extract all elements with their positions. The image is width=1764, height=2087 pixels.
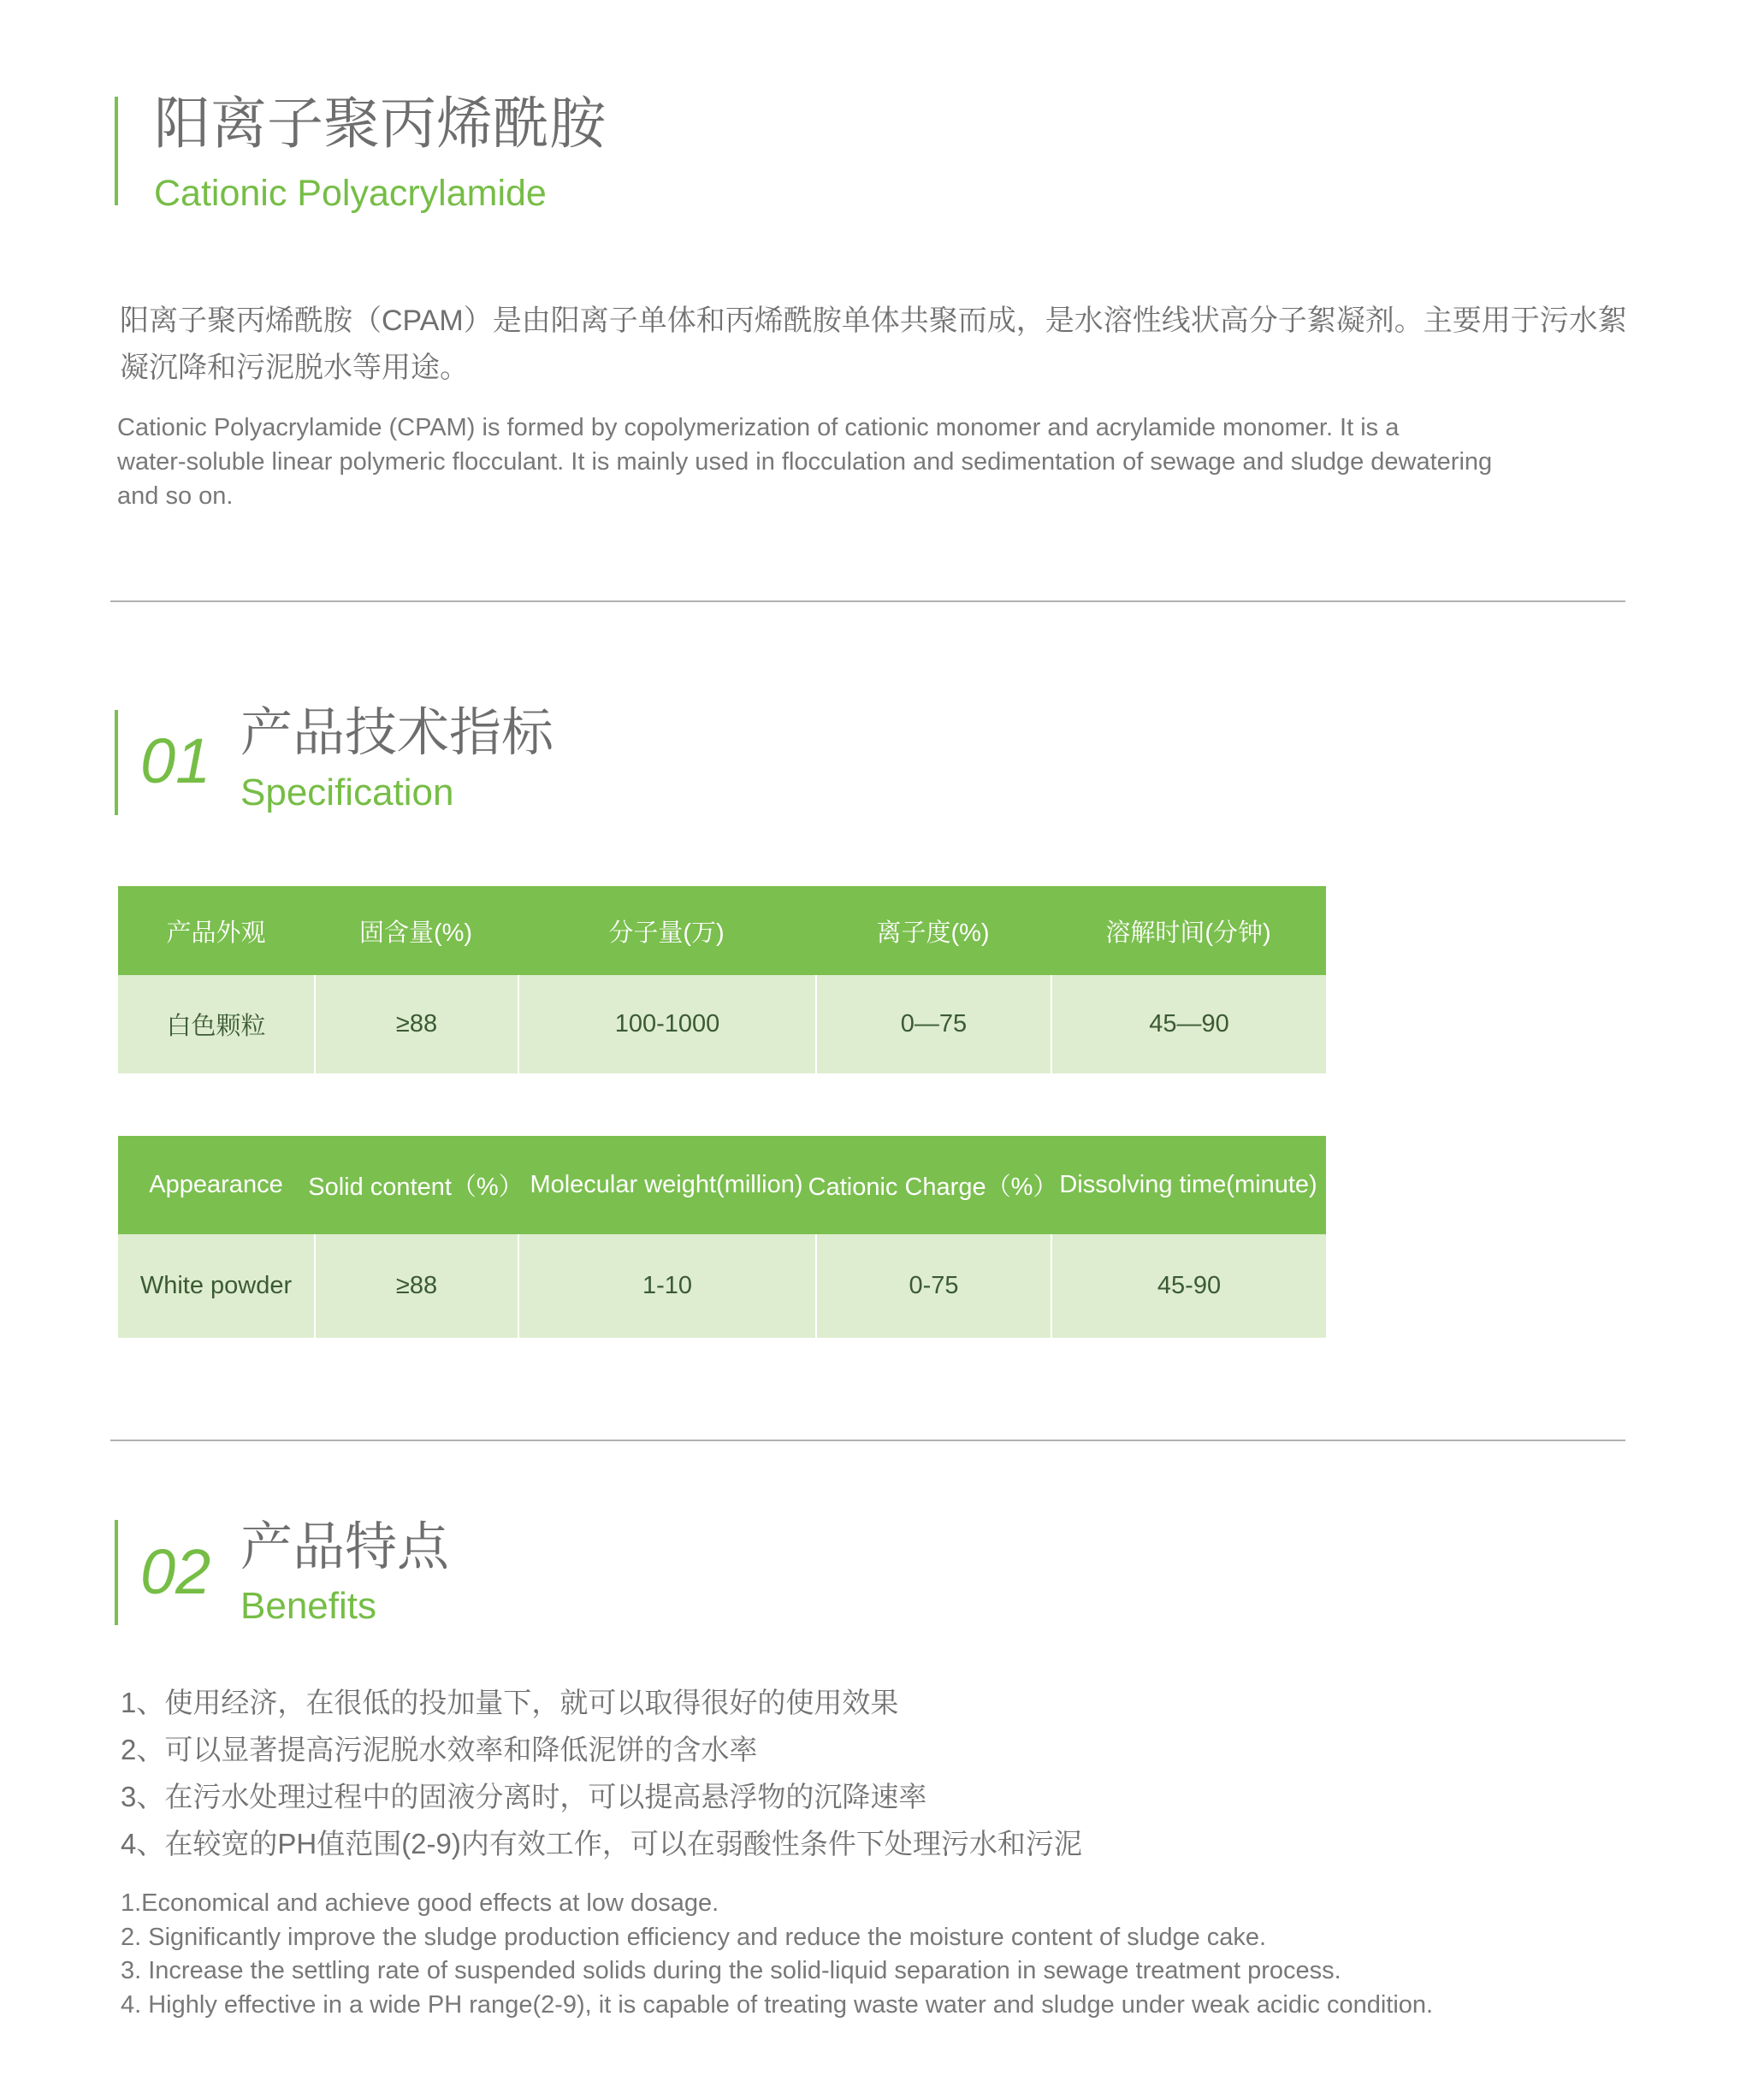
section-number: 02 (140, 1536, 211, 1607)
page-title-cn: 阳离子聚丙烯酰胺 (154, 92, 606, 155)
section-divider (110, 600, 1625, 602)
list-item: 4. Highly effective in a wide PH range(2-9), it is capable of treating waste water and sludge under weak acidic condition. (121, 1990, 1434, 2019)
list-item: 1.Economical and achieve good effects at low dosage. (121, 1889, 719, 1917)
page-title-en: Cationic Polyacrylamide (154, 173, 547, 214)
list-item: 2、可以显著提高污泥脱水效率和降低泥饼的含水率 (121, 1734, 758, 1765)
table-cell: 45-90 (1051, 1234, 1326, 1338)
section-accent-bar (115, 1520, 118, 1625)
column-header-appearance: 产品外观 (166, 919, 266, 947)
section-number: 01 (140, 725, 211, 796)
table-cell: 1-10 (518, 1234, 815, 1338)
intro-en-line: Cationic Polyacrylamide (CPAM) is formed by copolymerization of cationic monomer and acrylamide monomer. It is a (117, 414, 1400, 441)
spec-table-en (118, 1136, 1326, 1338)
benefits-list-en (121, 1887, 1433, 2022)
list-item: 2. Significantly improve the sludge production efficiency and reduce the moisture content of sludge cake. (121, 1923, 1267, 1951)
table-cell: 白色颗粒 (166, 1013, 266, 1040)
intro-en-line: and so on. (117, 482, 234, 510)
intro-cn-line: 凝沉降和污泥脱水等用途。 (120, 352, 469, 384)
intro-paragraph-en (117, 411, 1492, 513)
table-cell: 0—75 (815, 975, 1051, 1073)
table-cell: 0-75 (815, 1234, 1051, 1338)
section-title-cn: 产品特点 (240, 1517, 450, 1576)
table-row (118, 1234, 1326, 1338)
table-cell: White powder (139, 1272, 293, 1299)
intro-paragraph-cn (120, 298, 1627, 392)
column-header-cationic-charge: 离子度(%) (876, 919, 990, 947)
intro-en-line: water-soluble linear polymeric flocculant. It is mainly used in flocculation and sedimentation of sewage and sludge dewatering (117, 448, 1493, 476)
table-header-row (118, 1136, 1326, 1234)
list-item: 1、使用经济，在很低的投加量下，就可以取得很好的使用效果 (121, 1687, 899, 1718)
title-accent-bar (115, 97, 118, 205)
section-title-en: Benefits (240, 1585, 376, 1627)
table-cell: ≥88 (314, 1234, 518, 1338)
list-item: 3. Increase the settling rate of suspended solids during the solid-liquid separation in sewage treatment process. (121, 1957, 1341, 1984)
column-header-molecular-weight: 分子量(万) (608, 919, 725, 947)
column-header-cationic-charge: Cationic Charge（%） (808, 1174, 1058, 1201)
table-header-row (118, 886, 1326, 975)
column-header-dissolving-time: 溶解时间(分钟) (1105, 919, 1271, 947)
column-header-molecular-weight: Molecular weight(million) (530, 1171, 803, 1198)
table-row (118, 975, 1326, 1073)
list-item: 3、在污水处理过程中的固液分离时，可以提高悬浮物的沉降速率 (121, 1781, 927, 1812)
section-title-en: Specification (240, 772, 454, 813)
intro-cn-line: 阳离子聚丙烯酰胺（CPAM）是由阳离子单体和丙烯酰胺单体共聚而成，是水溶性线状高分子絮凝剂。主要用于污水絮 (120, 304, 1627, 337)
table-cell: 45—90 (1051, 975, 1326, 1073)
section-accent-bar (115, 710, 118, 815)
table-cell: ≥88 (314, 975, 518, 1073)
section-divider (110, 1440, 1625, 1441)
benefits-list-cn (121, 1679, 1082, 1867)
column-header-dissolving-time: Dissolving time(minute) (1059, 1171, 1317, 1198)
list-item: 4、在较宽的PH值范围(2-9)内有效工作，可以在弱酸性条件下处理污水和污泥 (121, 1828, 1082, 1859)
column-header-solid-content: 固含量(%) (358, 919, 473, 947)
spec-table-cn (118, 886, 1326, 1073)
column-header-appearance: Appearance (149, 1171, 283, 1198)
table-cell: 100-1000 (518, 975, 815, 1073)
section-title-cn: 产品技术指标 (240, 703, 554, 761)
column-header-solid-content: Solid content（%） (308, 1174, 524, 1201)
